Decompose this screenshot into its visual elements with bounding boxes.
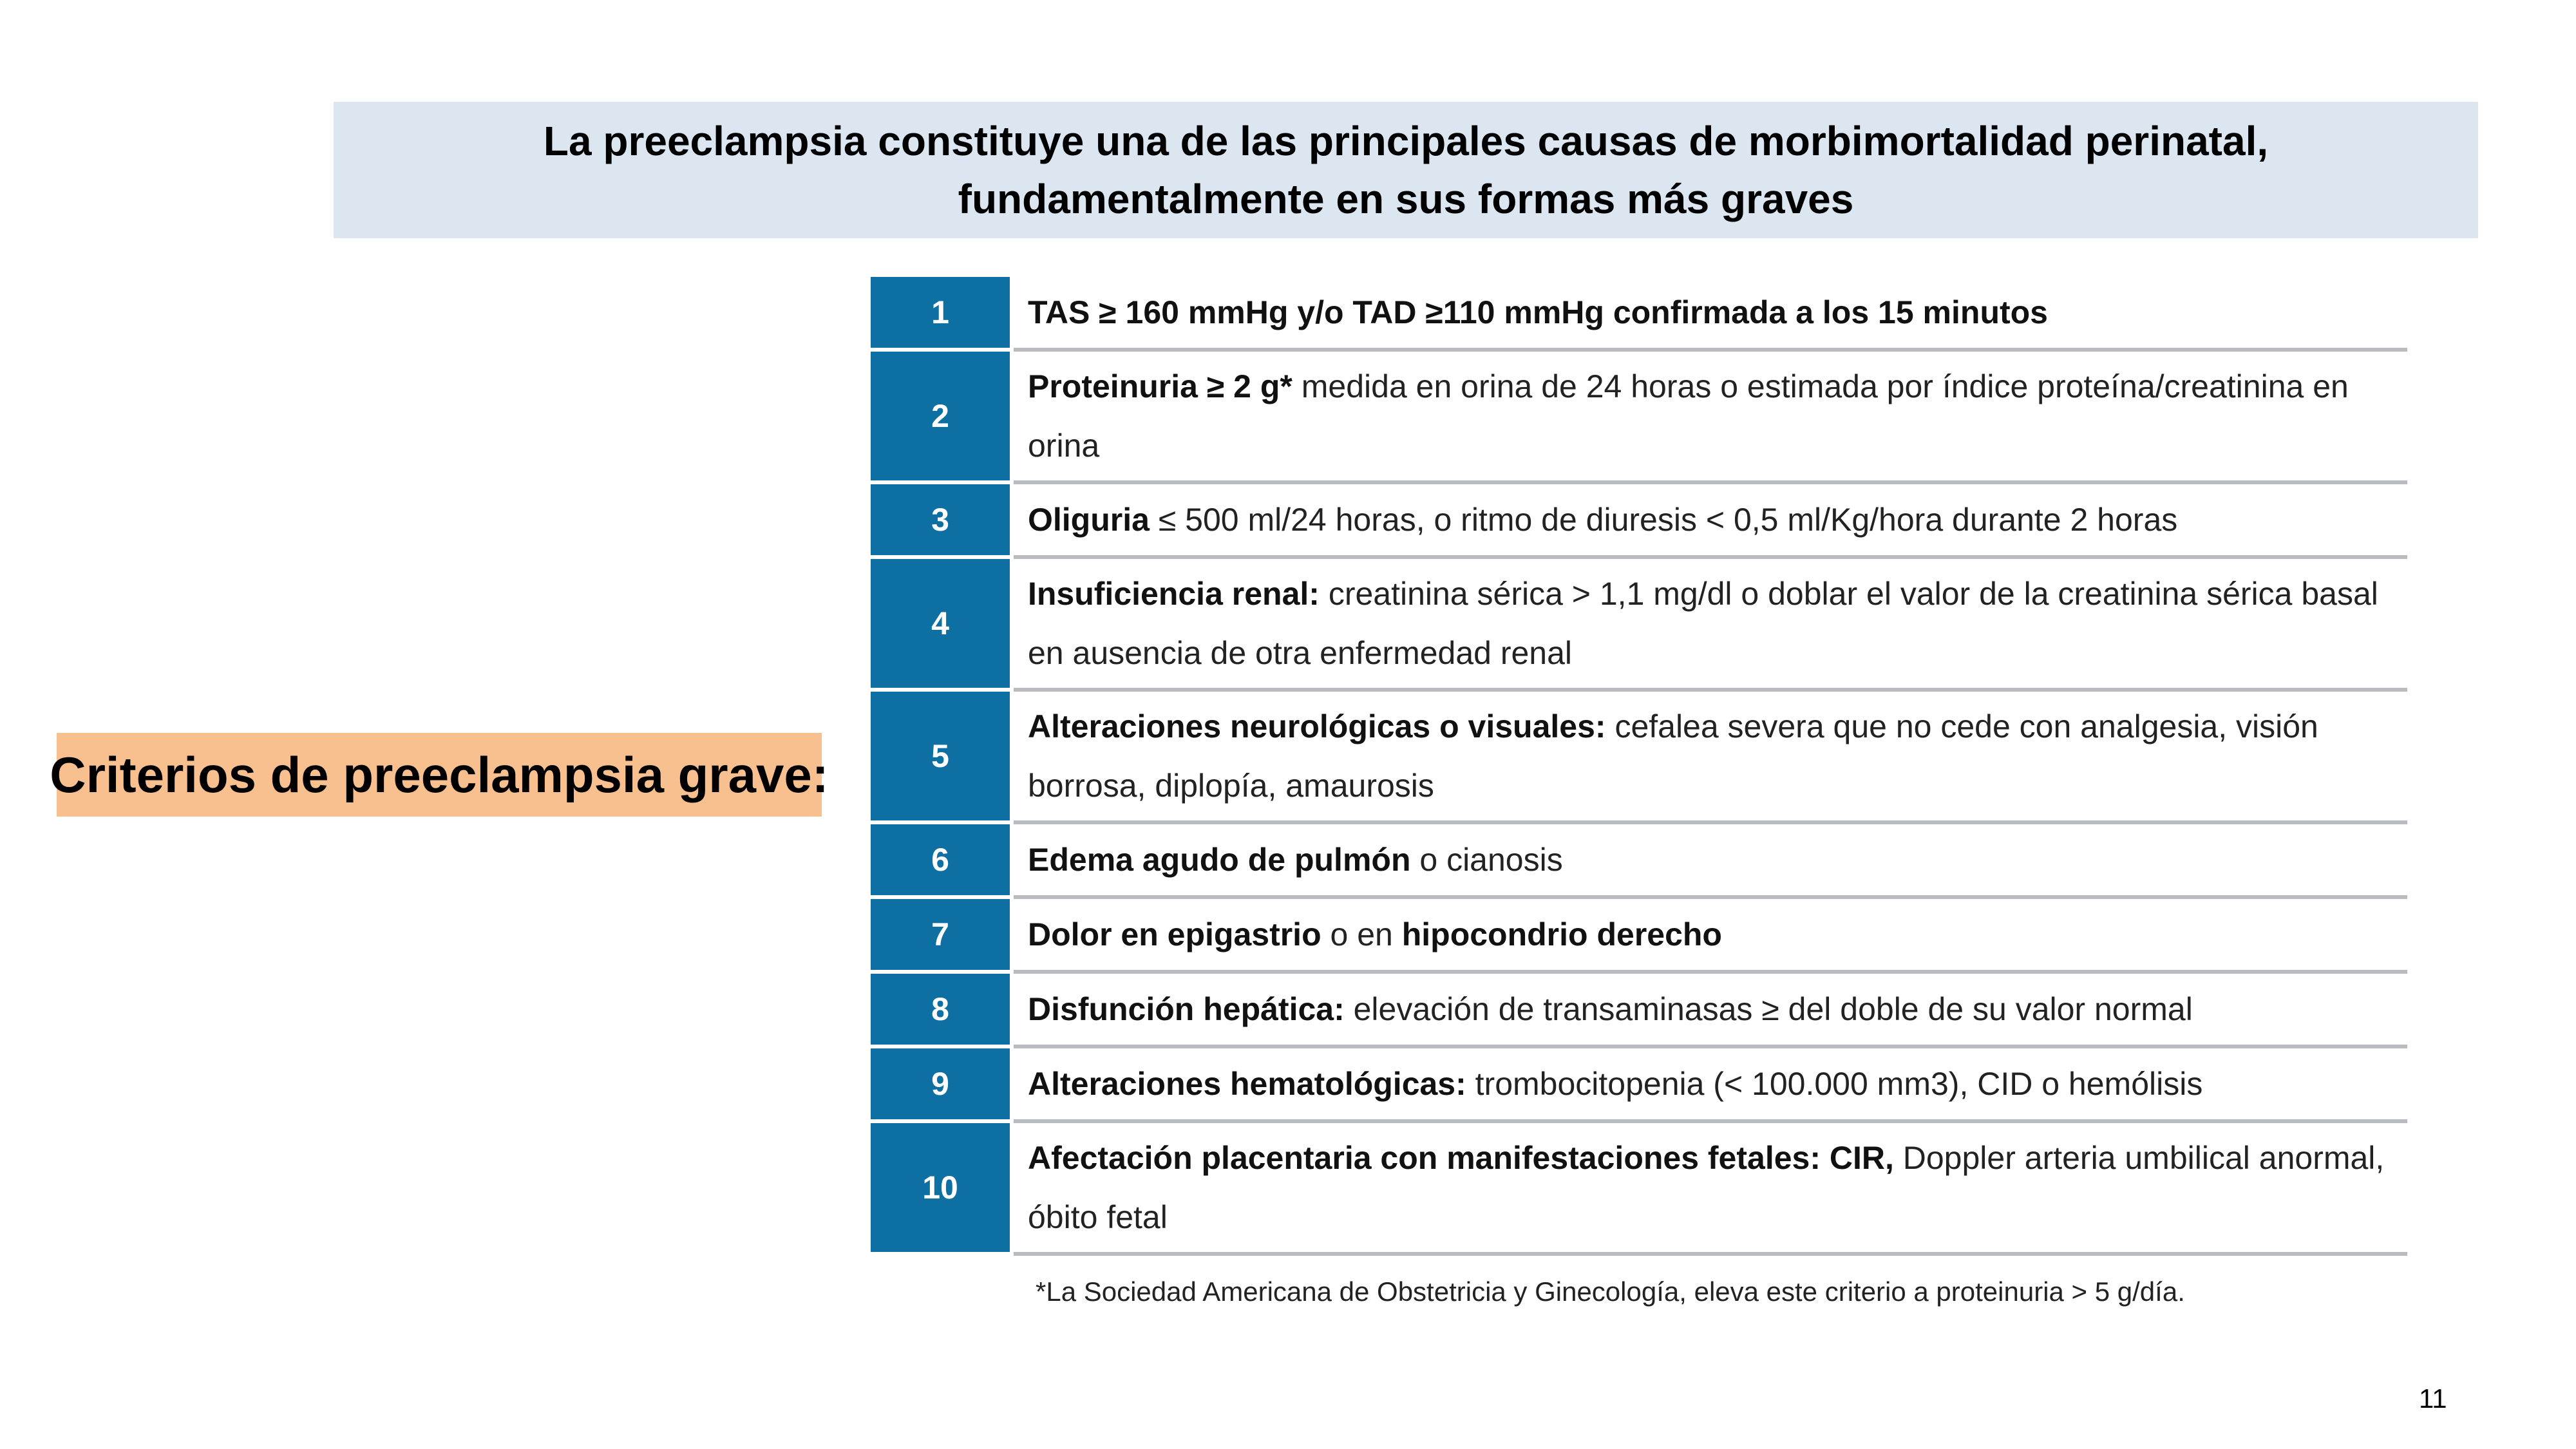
row-regular-text: medida en orina de 24 horas o estimada por índice proteína/creatinina en orina — [1028, 368, 2349, 464]
row-bold-text-2: hipocondrio derecho — [1401, 916, 1722, 952]
row-number: 7 — [871, 899, 1010, 974]
row-regular-text: Doppler arteria umbilical anormal, óbito fetal — [1028, 1140, 2385, 1235]
row-number: 5 — [871, 692, 1010, 824]
row-bold-text: Alteraciones neurológicas o visuales: — [1028, 708, 1606, 744]
row-regular-text: ≤ 500 ml/24 horas, o ritmo de diuresis < 0,5 ml/Kg/hora durante 2 horas — [1149, 502, 2178, 538]
row-bold-text: Oliguria — [1028, 502, 1150, 538]
row-bold-text: Afectación placentaria con manifestaciones fetales: CIR, — [1028, 1140, 1894, 1176]
row-number: 2 — [871, 352, 1010, 484]
header-line-1: La preeclampsia constituye una de las principales causas de morbimortalidad perinatal, — [543, 118, 2269, 164]
row-text — [1014, 974, 2407, 1048]
row-regular-text: o en — [1321, 916, 1402, 952]
row-bold-text: Insuficiencia renal: — [1028, 576, 1320, 612]
row-regular-text: elevación de transaminasas ≥ del doble de su valor normal — [1344, 991, 2193, 1027]
row-bold-text: Proteinuria ≥ 2 g* — [1028, 368, 1293, 404]
row-number: 8 — [871, 974, 1010, 1048]
row-bold-text: Edema agudo de pulmón — [1028, 842, 1411, 878]
table-row — [871, 974, 2407, 1048]
row-number: 6 — [871, 824, 1010, 899]
table-row — [871, 824, 2407, 899]
row-text — [1014, 484, 2407, 559]
row-number: 4 — [871, 559, 1010, 692]
row-regular-text: creatinina sérica > 1,1 mg/dl o doblar el valor de la creatinina sérica basal en ausencia de otra enfermedad renal — [1028, 576, 2378, 671]
row-bold-text: Alteraciones hematológicas: — [1028, 1066, 1466, 1102]
row-regular-text: cefalea severa que no cede con analgesia, visión borrosa, diplopía, amaurosis — [1028, 708, 2318, 804]
header-banner — [334, 102, 2478, 238]
table-row — [871, 1123, 2407, 1256]
row-text — [1014, 1048, 2407, 1123]
table-row — [871, 559, 2407, 692]
row-regular-text: trombocitopenia (< 100.000 mm3), CID o hemólisis — [1466, 1066, 2203, 1102]
row-number: 1 — [871, 277, 1010, 352]
row-text — [1014, 899, 2407, 974]
footnote: *La Sociedad Americana de Obstetricia y Ginecología, eleva este criterio a proteinuria > 5 g/día. — [1036, 1276, 2185, 1307]
section-label: Criterios de preeclampsia grave: — [57, 733, 822, 817]
row-number: 9 — [871, 1048, 1010, 1123]
table-row — [871, 1048, 2407, 1123]
table-row — [871, 692, 2407, 824]
table-row — [871, 899, 2407, 974]
table-row — [871, 352, 2407, 484]
row-text — [1014, 1123, 2407, 1256]
row-regular-text: o cianosis — [1410, 842, 1563, 878]
table-row — [871, 484, 2407, 559]
header-line-2: fundamentalmente en sus formas más graves — [958, 176, 1854, 222]
row-text — [1014, 277, 2407, 352]
row-number: 10 — [871, 1123, 1010, 1256]
table-row — [871, 277, 2407, 352]
row-bold-text: Disfunción hepática: — [1028, 991, 1345, 1027]
row-text — [1014, 559, 2407, 692]
criteria-table — [871, 277, 2407, 1256]
row-number: 3 — [871, 484, 1010, 559]
row-text — [1014, 824, 2407, 899]
row-bold-text: Dolor en epigastrio — [1028, 916, 1321, 952]
row-text — [1014, 692, 2407, 824]
page-number: 11 — [2419, 1383, 2447, 1414]
row-text — [1014, 352, 2407, 484]
row-bold-text: TAS ≥ 160 mmHg y/o TAD ≥110 mmHg confirmada a los 15 minutos — [1028, 294, 2048, 330]
